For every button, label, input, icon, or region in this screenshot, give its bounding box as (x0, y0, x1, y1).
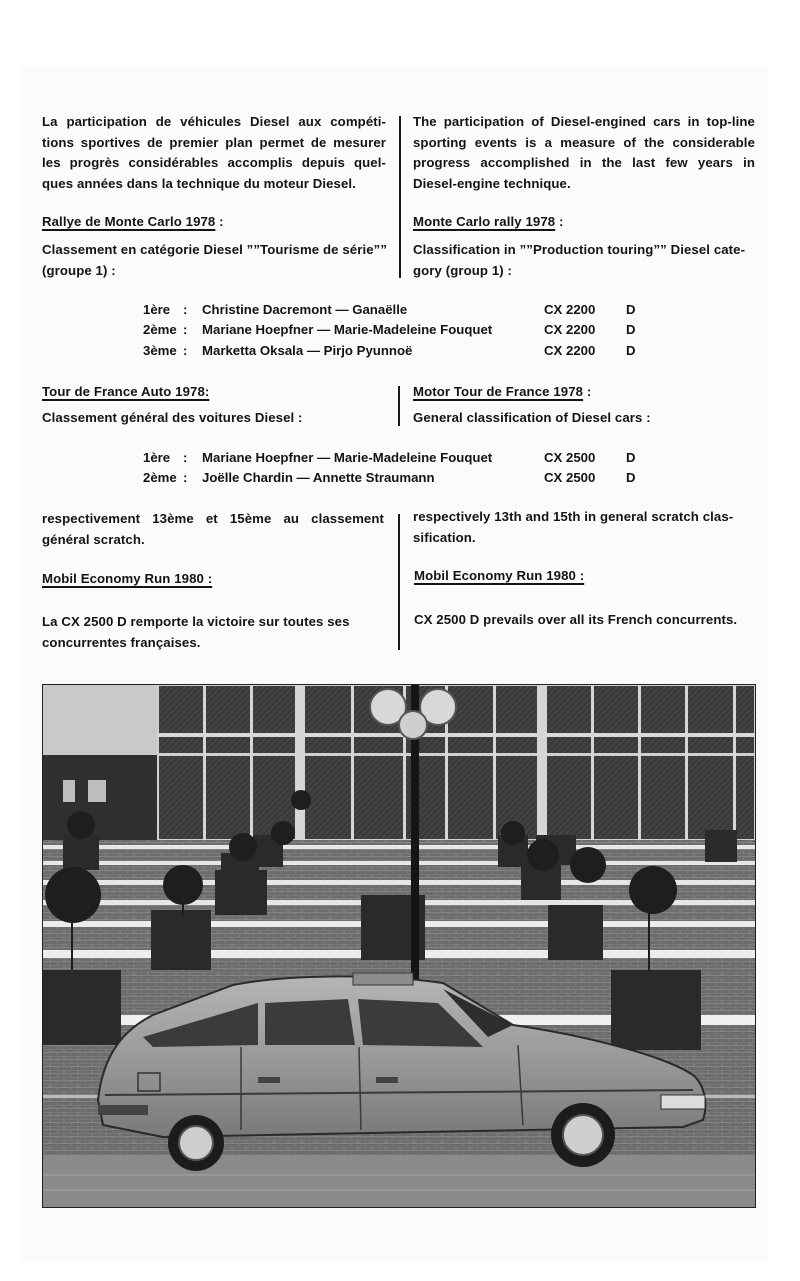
scratch-fr-line: respectivement 13ème et 15ème au classement (42, 511, 384, 526)
rally-sub-fr-line: (groupe 1) : (42, 262, 116, 278)
intro-en-line: The participation of Diesel-engined cars in top-line (413, 114, 755, 129)
rally-sub-fr (42, 240, 388, 281)
rally-heading-en-colon: : (555, 214, 564, 229)
column-divider-2 (398, 386, 400, 426)
rally-heading-fr-colon: : (215, 214, 224, 229)
result-crew: Mariane Hoepfner — Marie-Madeleine Fouquet (202, 322, 493, 337)
result-place: 2ème (143, 322, 177, 337)
result-fuel: D (626, 450, 636, 465)
mobil-heading-en-text: Mobil Economy Run 1980 : (414, 568, 585, 583)
result-fuel: D (626, 302, 636, 317)
intro-fr (42, 112, 386, 194)
rally-heading-fr (42, 212, 224, 233)
intro-fr-line: les progrès considérables accomplis depuis quel- (42, 155, 386, 170)
mobil-heading-fr (42, 569, 212, 590)
result-place: 3ème (143, 343, 177, 358)
scratch-en-line: sification. (413, 529, 476, 545)
tour-heading-fr (42, 382, 209, 403)
rally-sub-en (413, 240, 757, 281)
result-car: CX 2500 (544, 450, 596, 465)
result-car: CX 2200 (544, 343, 596, 358)
tour-heading-en-text: Motor Tour de France 1978 (413, 384, 584, 399)
result-crew: Mariane Hoepfner — Marie-Madeleine Fouquet (202, 450, 493, 465)
result-sep: : (183, 470, 188, 485)
result-sep: : (183, 450, 188, 465)
rally-sub-en-line: Classification in ””Production touring”” Diesel cate- (413, 242, 746, 257)
tour-heading-en (413, 382, 591, 403)
tour-heading-en-colon: : (583, 384, 592, 399)
intro-en-line: Diesel-engine technique. (413, 175, 571, 191)
result-fuel: D (626, 322, 636, 337)
tour-heading-fr-text: Tour de France Auto 1978: (42, 384, 210, 399)
intro-fr-line: tions sportives de premier plan permet de mesurer (42, 134, 386, 150)
car-photo-illustration (43, 685, 755, 1207)
intro-en-line: sporting events is a measure of the considerable (413, 134, 755, 150)
result-car: CX 2200 (544, 302, 596, 317)
result-crew: Joëlle Chardin — Annette Straumann (202, 470, 435, 485)
rally-heading-en (413, 212, 563, 233)
intro-en-line: progress accomplished in the last few years in (413, 155, 755, 170)
result-sep: : (183, 343, 188, 358)
mobil-heading-fr-text: Mobil Economy Run 1980 : (42, 571, 213, 586)
result-fuel: D (626, 470, 636, 485)
scratch-fr (42, 509, 384, 550)
result-crew: Marketta Oksala — Pirjo Pyunnoë (202, 343, 413, 358)
column-divider-3 (398, 514, 400, 650)
mobil-heading-en (414, 566, 584, 587)
result-sep: : (183, 302, 188, 317)
car-photo (42, 684, 756, 1208)
scratch-en (413, 507, 759, 548)
result-place: 2ème (143, 470, 177, 485)
result-car: CX 2200 (544, 322, 596, 337)
column-divider-1 (399, 116, 401, 278)
tour-sub-en: General classification of Diesel cars : (413, 410, 651, 425)
scratch-en-line: respectively 13th and 15th in general scratch clas- (413, 509, 734, 524)
result-fuel: D (626, 343, 636, 358)
intro-fr-line: La participation de véhicules Diesel aux compéti- (42, 114, 386, 129)
mobil-text-fr-line: concurrentes françaises. (42, 634, 201, 650)
result-place: 1ère (143, 450, 171, 465)
tour-sub-fr: Classement général des voitures Diesel : (42, 410, 303, 425)
rally-sub-fr-line: Classement en catégorie Diesel ””Tourisme de série”” (42, 242, 388, 257)
result-place: 1ère (143, 302, 171, 317)
result-car: CX 2500 (544, 470, 596, 485)
rally-heading-en-text: Monte Carlo rally 1978 (413, 214, 556, 229)
result-crew: Christine Dacremont — Ganaëlle (202, 302, 408, 317)
rally-heading-fr-text: Rallye de Monte Carlo 1978 (42, 214, 216, 229)
mobil-text-fr (42, 612, 384, 653)
intro-en (413, 112, 755, 194)
mobil-text-en: CX 2500 D prevails over all its French concurrents. (414, 612, 738, 627)
mobil-text-fr-line: La CX 2500 D remporte la victoire sur toutes ses (42, 614, 350, 629)
rally-sub-en-line: gory (group 1) : (413, 262, 513, 278)
intro-fr-line: ques années dans la technique du moteur Diesel. (42, 175, 356, 191)
scratch-fr-line: général scratch. (42, 531, 145, 547)
result-sep: : (183, 322, 188, 337)
